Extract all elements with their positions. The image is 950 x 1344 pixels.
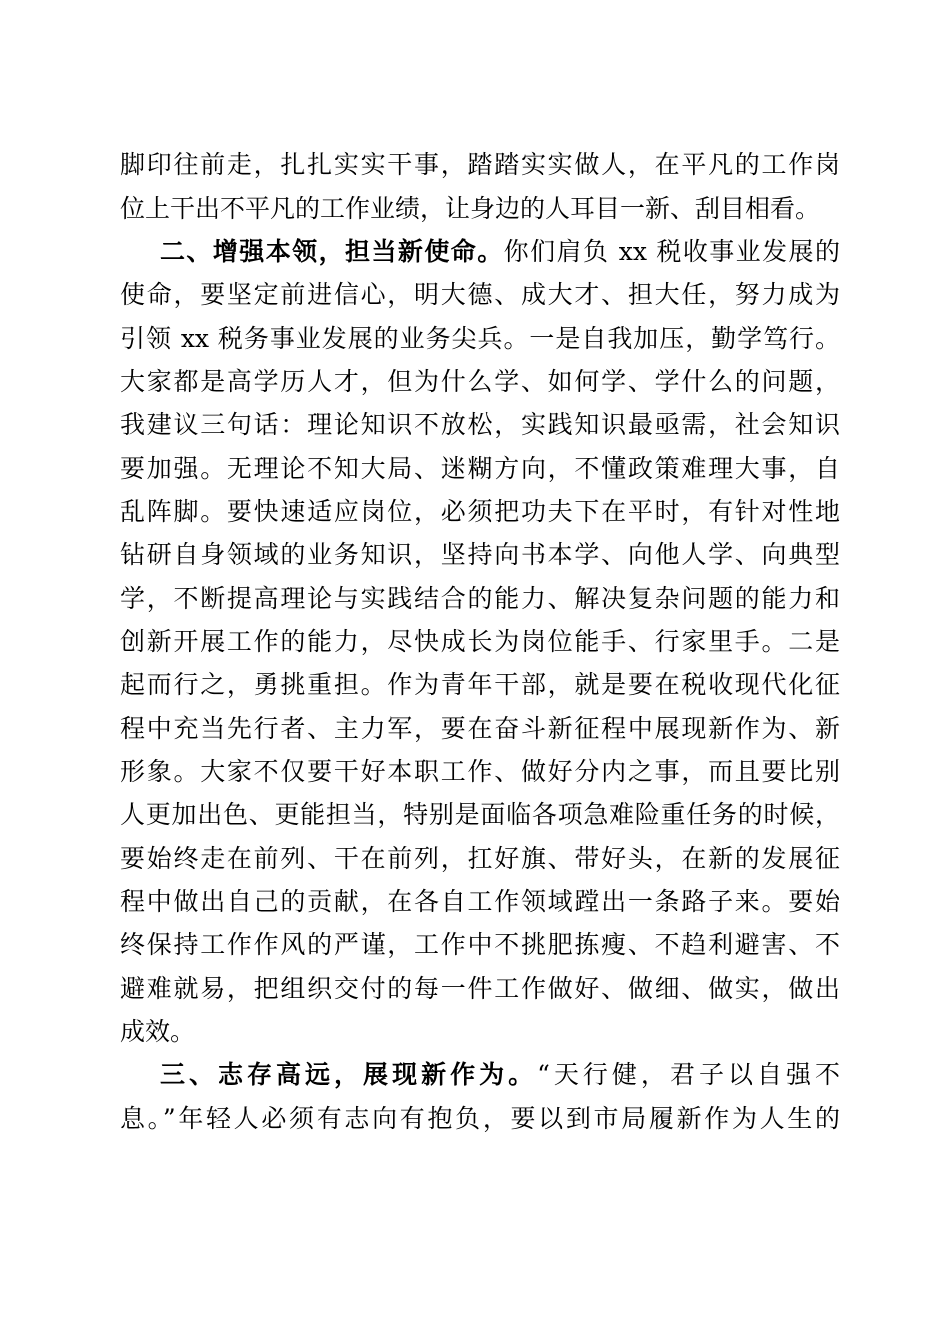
body-line: 避难就易，把组织交付的每一件工作做好、做细、做实，做出 — [120, 974, 840, 1003]
section-three-first-line — [160, 1056, 840, 1094]
body-line: 成效。 — [120, 1017, 196, 1046]
body-line: 位上干出不平凡的工作业绩，让身边的人耳目一新、刮目相看。 — [120, 194, 821, 223]
section-two-lead: 你们肩负 xx 税收事业发展的 — [503, 237, 840, 266]
body-line: 人更加出色、更能担当，特别是面临各项急难险重任务的时候， — [120, 800, 840, 829]
body-line: 程中充当先行者、主力军，要在奋斗新征程中展现新作为、新 — [120, 714, 840, 743]
body-line: 终保持工作作风的严谨，工作中不挑肥拣瘦、不趋利避害、不 — [120, 930, 840, 959]
body-line: 钻研自身领域的业务知识，坚持向书本学、向他人学、向典型 — [120, 540, 840, 569]
section-two-heading: 二、增强本领，担当新使命。 — [160, 237, 504, 266]
body-line: 起而行之，勇挑重担。作为青年干部，就是要在税收现代化征 — [120, 670, 840, 699]
body-line: 使命，要坚定前进信心，明大德、成大才、担大任，努力成为 — [120, 280, 840, 309]
section-three-heading: 三、志存高远，展现新作为。 — [160, 1060, 538, 1089]
body-line: 程中做出自己的贡献，在各自工作领域蹚出一条路子来。要始 — [120, 887, 840, 916]
body-line: 脚印往前走，扎扎实实干事，踏踏实实做人，在平凡的工作岗 — [120, 150, 840, 179]
body-line: 要始终走在前列、干在前列，扛好旗、带好头，在新的发展征 — [120, 844, 840, 873]
body-line: 引领 xx 税务事业发展的业务尖兵。一是自我加压，勤学笃行。 — [120, 324, 840, 353]
body-line: 创新开展工作的能力，尽快成长为岗位能手、行家里手。二是 — [120, 627, 840, 656]
body-line: 乱阵脚。要快速适应岗位，必须把功夫下在平时，有针对性地 — [120, 497, 840, 526]
section-two-first-line — [160, 233, 840, 271]
section-three-lead: “天行健，君子以自强不 — [537, 1060, 840, 1089]
body-line: 形象。大家不仅要干好本职工作、做好分内之事，而且要比别 — [120, 757, 840, 786]
body-line: 要加强。无理论不知大局、迷糊方向，不懂政策难理大事，自 — [120, 454, 840, 483]
body-line: 息。”年轻人必须有志向有抱负，要以到市局履新作为人生的 — [120, 1104, 840, 1133]
body-line: 我建议三句话：理论知识不放松，实践知识最亟需，社会知识 — [120, 410, 840, 439]
body-line: 大家都是高学历人才，但为什么学、如何学、学什么的问题， — [120, 367, 840, 396]
body-line: 学，不断提高理论与实践结合的能力、解决复杂问题的能力和 — [120, 584, 840, 613]
